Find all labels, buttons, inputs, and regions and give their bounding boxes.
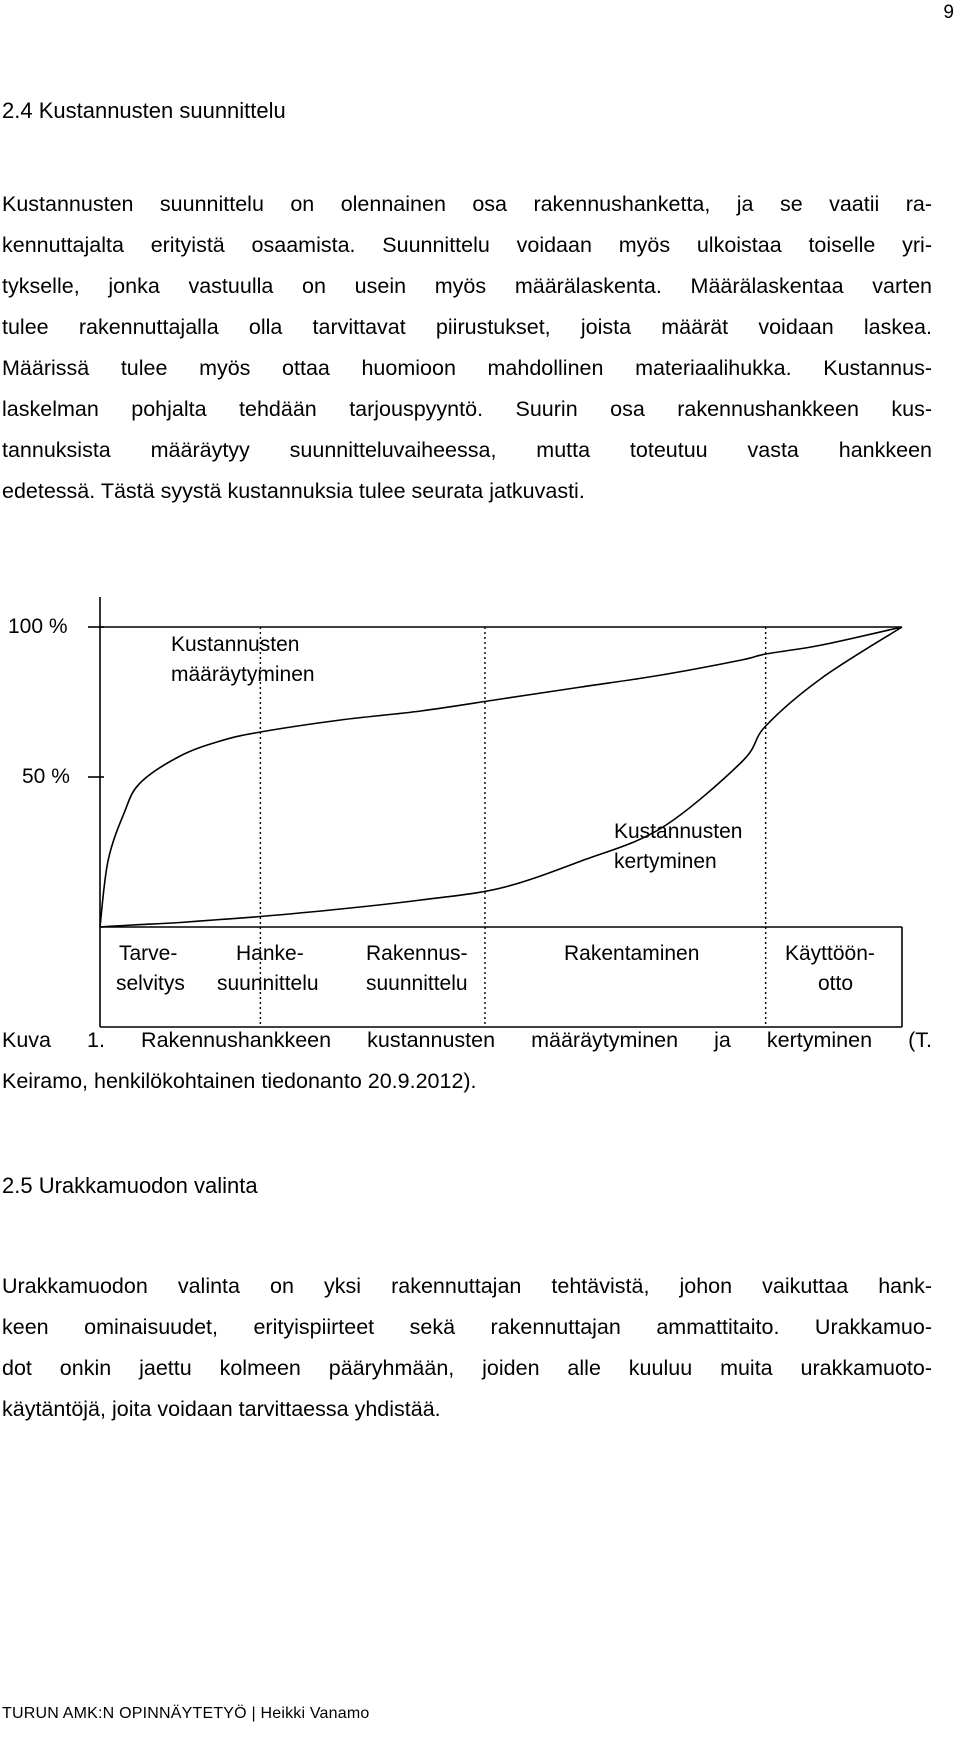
footer: TURUN AMK:N OPINNÄYTETYÖ | Heikki Vanamo bbox=[2, 1705, 370, 1722]
phase-label-rakentaminen: Rakentaminen bbox=[564, 942, 700, 965]
phase-label-rakennussuunnittelu-2: suunnittelu bbox=[366, 972, 468, 995]
text-line: Määrissä tulee myös ottaa huomioon mahdollinen materiaalihukka. Kustannus- bbox=[2, 356, 932, 380]
text-line: kennuttajalta erityistä osaamista. Suunnittelu voidaan myös ulkoistaa toiselle yri- bbox=[2, 233, 932, 257]
text-line: Urakkamuodon valinta on yksi rakennuttajan tehtävistä, johon vaikuttaa hank- bbox=[2, 1274, 932, 1298]
phase-label-hankesuunnittelu-2: suunnittelu bbox=[217, 972, 319, 995]
caption-line: Kuva 1. Rakennushankkeen kustannusten määräytyminen ja kertyminen (T. bbox=[2, 1028, 932, 1052]
text-line: keen ominaisuudet, erityispiirteet sekä rakennuttajan ammattitaito. Urakkamuo- bbox=[2, 1315, 932, 1339]
figure-caption bbox=[2, 1020, 932, 1102]
phase-label-rakennussuunnittelu-1: Rakennus- bbox=[366, 942, 468, 965]
text-line: käytäntöjä, joita voidaan tarvittaessa yhdistää. bbox=[2, 1397, 441, 1421]
text-line: edetessä. Tästä syystä kustannuksia tulee seurata jatkuvasti. bbox=[2, 479, 585, 503]
caption-line: Keiramo, henkilökohtainen tiedonanto 20.9.2012). bbox=[2, 1069, 477, 1093]
determination-label-line2: määräytyminen bbox=[171, 663, 315, 686]
phase-label-tarveselvitys-1: Tarve- bbox=[119, 942, 178, 965]
text-line: Kustannusten suunnittelu on olennainen osa rakennushanketta, ja se vaatii ra- bbox=[2, 192, 932, 216]
y-tick-label-100: 100 % bbox=[8, 615, 68, 638]
cost-chart bbox=[0, 545, 960, 1030]
text-line: dot onkin jaettu kolmeen pääryhmään, joiden alle kuuluu muita urakkamuoto- bbox=[2, 1356, 932, 1380]
text-line: tulee rakennuttajalla olla tarvittavat piirustukset, joista määrät voidaan laskea. bbox=[2, 315, 932, 339]
paragraph-contract-form bbox=[2, 1266, 932, 1430]
phase-label-hankesuunnittelu-1: Hanke- bbox=[236, 942, 304, 965]
page-number: 9 bbox=[943, 2, 954, 23]
text-line: laskelman pohjalta tehdään tarjouspyyntö. Suurin osa rakennushankkeen kus- bbox=[2, 397, 932, 421]
section-heading-2-4: 2.4 Kustannusten suunnittelu bbox=[2, 98, 286, 123]
determination-label-line1: Kustannusten bbox=[171, 633, 300, 656]
y-tick-label-50: 50 % bbox=[22, 765, 70, 788]
phase-label-kayttoonotto-1: Käyttöön- bbox=[785, 942, 875, 965]
text-line: tannuksista määräytyy suunnitteluvaiheessa, mutta toteutuu vasta hankkeen bbox=[2, 438, 932, 462]
accumulation-label-line2: kertyminen bbox=[614, 850, 717, 873]
phase-label-kayttoonotto-2: otto bbox=[818, 972, 854, 995]
accumulation-label-line1: Kustannusten bbox=[614, 820, 743, 843]
paragraph-cost-planning bbox=[2, 184, 932, 512]
section-heading-2-5: 2.5 Urakkamuodon valinta bbox=[2, 1173, 258, 1198]
text-line: tykselle, jonka vastuulla on usein myös määrälaskenta. Määrälaskentaa varten bbox=[2, 274, 932, 298]
phase-label-tarveselvitys-2: selvitys bbox=[116, 972, 185, 995]
